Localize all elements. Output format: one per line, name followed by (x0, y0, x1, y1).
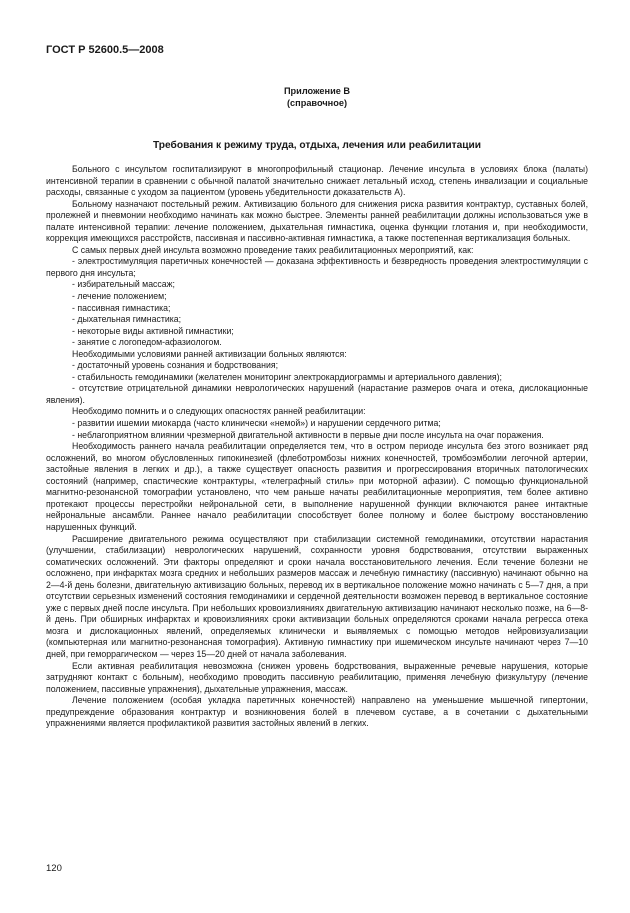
list-item: - лечение положением; (72, 291, 167, 302)
conditions-list (46, 360, 588, 406)
list-item: - занятие с логопедом-афазиологом. (72, 337, 222, 348)
page-number: 120 (46, 863, 62, 874)
list-item: - дыхательная гимнастика; (72, 314, 182, 325)
list-item: - электростимуляция паретичных конечностей — доказана эффективность и безвредность проведения электростимуляции с первого дня инсульта; (46, 256, 588, 278)
annex-title: Приложение В (283, 86, 351, 96)
list-item: - отсутствие отрицательной динамики неврологических нарушений (нарастание размеров очага и отека, дислокационные явления). (46, 383, 588, 405)
paragraph: Лечение положением (особая укладка паретичных конечностей) направлено на уменьшение мышечной гипертонии, предупреждение образования контрактур и возникновения болей в плечевом суставе, а в сочетании с дыхательными упражнениями является профилактикой развития застойных явлений в легких. (46, 695, 588, 729)
dangers-list (46, 418, 588, 441)
annex-heading (46, 85, 588, 109)
paragraph: Необходимо помнить и о следующих опасностях ранней реабилитации: (72, 406, 366, 417)
paragraph: Необходимость раннего начала реабилитации определяется тем, что в остром периоде инсульта без этого возникает ряд осложнений, во многом обусловленных гипокинезией (флеботромбозы нижних конечностей, тромбоэмболии легочной артерии, застойные явления в легких и др.), а также существует опасность развития и прогрессирования вторичных патологических состояний (например, спастические контрактуры, «телеграфный стиль» при моторной афазии). С помощью функциональной магнитно-резонансной томографии установлено, что чем раньше начаты реабилитационные мероприятия, тем более активно протекают процессы перестройки нейрональной сети, в выполнение нарушенной функции включаются ранее интактные нейрональные ансамбли. Раннее начало реабилитации способствует более полному и более быстрому восстановлению нарушенных функций. (46, 441, 588, 532)
document-page (46, 44, 588, 730)
list-item: - неблагоприятном влиянии чрезмерной двигательной активности в первые дни после инсульта на очаг поражения. (72, 429, 544, 440)
paragraph: Расширение двигательного режима осуществляют при стабилизации системной гемодинамики, отсутствии нарастания (улучшении, стабилизации) неврологических нарушений, сохранности уровня бодрствования, отсутствии выраженных соматических осложнений. Эти факторы определяют и сроки начала восстановительного лечения. Если течение болезни не осложнено, при инфарктах мозга средних и небольших размеров массаж и лечебную гимнастику (пассивную) начинают обычно на 2—4-й день болезни, двигательную активизацию больных, перевод их в вертикальное положение можно начинать с 5—7 дня, а при отсутствии серьезных изменений состояния гемодинамики и сердечной деятельности возможен перевод в вертикальное состояние уже с первых дней после инсульта. При небольших кровоизлияниях двигательную активизацию начинают несколько позже, на 6—8-й день. При обширных инфарктах и кровоизлияниях сроки активизации больных определяются сроками начала регресса отека мозга и дислокационных явлений, определяемых клинически и выявляемых с помощью методов нейровизуализации (компьютерная или магнитно-резонансная томография). Активную гимнастику при ишемическом инсульте начинают через 7—10 дней, при геморрагическом — через 15—20 дней от начала заболевания. (46, 533, 588, 659)
section-title: Требования к режиму труда, отдыха, лечения или реабилитации (152, 140, 482, 151)
rehab-measures-list (46, 256, 588, 348)
list-item: - пассивная гимнастика; (72, 302, 171, 313)
paragraph: Больного с инсультом госпитализируют в многопрофильный стационар. Лечение инсульта в условиях блока (палаты) интенсивной терапии в сравнении с обычной палатой значительно снижает летальный исход, степень инвализации и социальные расходы, связанные с уходом за пациентом (уровень убедительности доказательств А). (46, 164, 588, 198)
paragraph: Если активная реабилитация невозможна (снижен уровень бодрствования, выраженные речевые нарушения, которые затрудняют контакт с больным), необходимо проводить пассивную реабилитацию, применяя лечебную физкультуру (лечение положением, пассивные упражнения), дыхательные упражнения, массаж. (46, 660, 588, 694)
paragraph: Больному назначают постельный режим. Активизацию больного для снижения риска развития контрактур, суставных болей, пролежней и пневмонии необходимо начинать как можно быстрее. Элементы ранней реабилитации должны использоваться уже в палате интенсивной терапии: лечение положением, дыхательная гимнастика, оценка функции глотания и, при необходимости, коррекция имеющихся расстройств, пассивная и пассивно-активная гимнастика, а также постепенная вертикализация больных. (46, 198, 588, 244)
list-item: - некоторые виды активной гимнастики; (72, 325, 234, 336)
paragraph: Необходимыми условиями ранней активизации больных являются: (72, 348, 347, 359)
list-item: - избирательный массаж; (72, 279, 175, 290)
annex-subtitle: (справочное) (286, 98, 347, 108)
list-item: - развитии ишемии миокарда (часто клинически «немой») и нарушении сердечного ритма; (72, 418, 441, 429)
list-item: - стабильность гемодинамики (желателен мониторинг электрокардиограммы и артериального давления); (72, 371, 502, 382)
list-item: - достаточный уровень сознания и бодрствования; (72, 360, 279, 371)
paragraph: С самых первых дней инсульта возможно проведение таких реабилитационных мероприятий, как: (72, 244, 474, 255)
standard-header: ГОСТ Р 52600.5—2008 (46, 44, 164, 56)
body-text (46, 164, 588, 730)
